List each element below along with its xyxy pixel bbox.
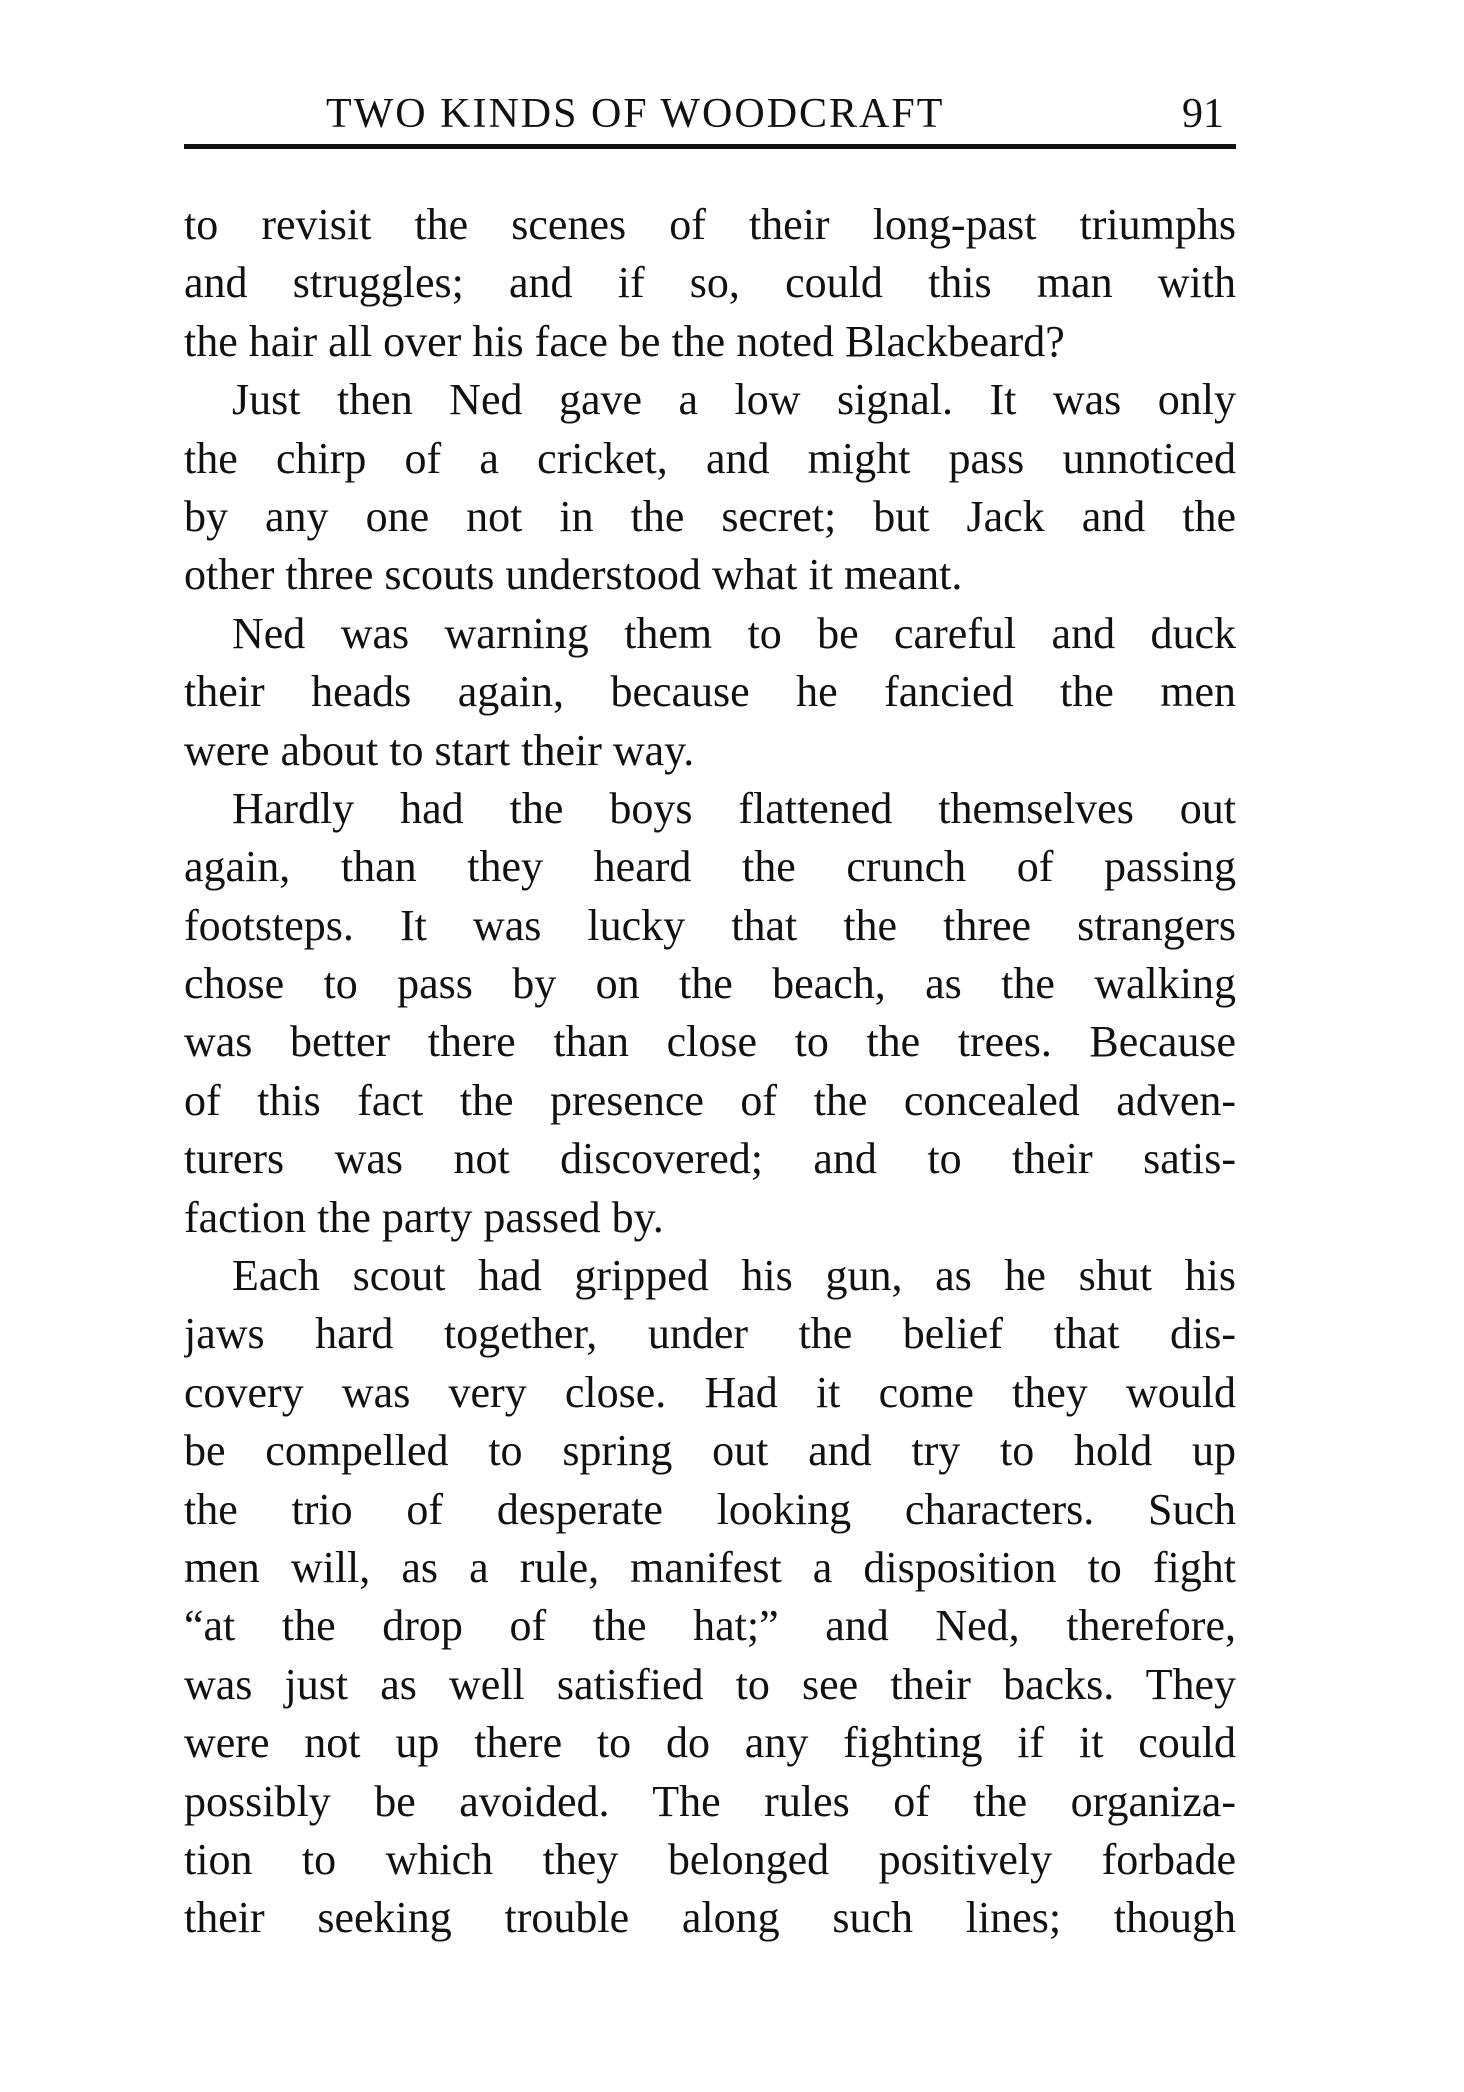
text-line: was just as well satisfied to see their backs. They bbox=[184, 1659, 1236, 1709]
text-line: of this fact the presence of the concealed adven- bbox=[184, 1075, 1236, 1125]
body-text bbox=[184, 196, 1236, 1948]
page-number: 91 bbox=[1182, 91, 1224, 137]
paragraph-start-line: Ned was warning them to be careful and duck bbox=[232, 608, 1236, 658]
running-head bbox=[188, 84, 1234, 144]
text-line: men will, as a rule, manifest a disposition to fight bbox=[184, 1542, 1236, 1592]
text-line: were about to start their way. bbox=[184, 725, 695, 775]
text-line: footsteps. It was lucky that the three strangers bbox=[184, 900, 1236, 950]
text-line: the trio of desperate looking characters. Such bbox=[184, 1484, 1236, 1534]
text-line: turers was not discovered; and to their satis- bbox=[184, 1134, 1236, 1184]
text-line: tion to which they belonged positively forbade bbox=[184, 1834, 1236, 1884]
text-line: their seeking trouble along such lines; though bbox=[184, 1893, 1236, 1943]
text-line: to revisit the scenes of their long-past triumphs bbox=[184, 200, 1236, 249]
text-line: and struggles; and if so, could this man with bbox=[184, 258, 1236, 308]
text-line: possibly be avoided. The rules of the organiza- bbox=[184, 1776, 1236, 1826]
running-title: TWO KINDS OF WOODCRAFT bbox=[326, 91, 945, 137]
text-line: their heads again, because he fancied the men bbox=[184, 667, 1236, 717]
text-line: the chirp of a cricket, and might pass unnoticed bbox=[184, 433, 1236, 483]
text-line: was better there than close to the trees. Because bbox=[184, 1017, 1236, 1067]
text-line: jaws hard together, under the belief that dis- bbox=[184, 1309, 1236, 1359]
text-line: by any one not in the secret; but Jack and the bbox=[184, 491, 1236, 541]
text-line: other three scouts understood what it meant. bbox=[184, 550, 963, 600]
text-line: be compelled to spring out and try to hold up bbox=[184, 1426, 1236, 1476]
paragraph-start-line: Each scout had gripped his gun, as he shut his bbox=[232, 1251, 1236, 1301]
text-line: covery was very close. Had it come they would bbox=[184, 1367, 1236, 1417]
text-line: chose to pass by on the beach, as the walking bbox=[184, 959, 1236, 1009]
text-line: the hair all over his face be the noted Blackbeard? bbox=[184, 316, 1065, 366]
header-rule bbox=[184, 144, 1236, 149]
paragraph-start-line: Just then Ned gave a low signal. It was only bbox=[232, 375, 1236, 425]
text-line: were not up there to do any fighting if it could bbox=[184, 1718, 1236, 1768]
text-line: “at the drop of the hat;” and Ned, therefore, bbox=[184, 1601, 1236, 1651]
text-line: faction the party passed by. bbox=[184, 1192, 664, 1242]
paragraph-start-line: Hardly had the boys flattened themselves out bbox=[232, 783, 1236, 833]
text-line: again, than they heard the crunch of passing bbox=[184, 842, 1236, 892]
